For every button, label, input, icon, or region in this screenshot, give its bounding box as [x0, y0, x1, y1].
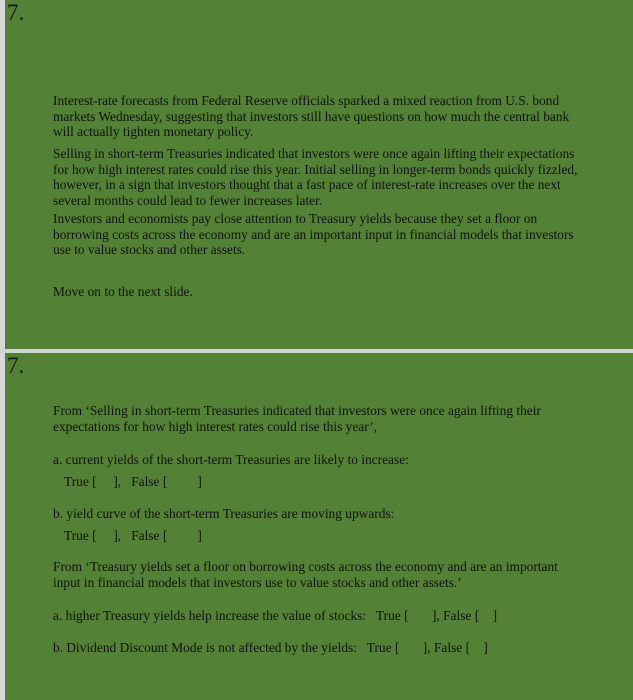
question-1a-options[interactable]: True [ ], False [ ] — [64, 474, 202, 489]
paragraph-short-term-selling: Selling in short-term Treasuries indicated that investors were once again lifting their expectations for how high interest rates could rise this year. Initial selling in longer-term bonds quickly fizzled, however, in a sign that investors thought that a fast pace of interest-rate increases over the next several months could lead to fewer increases later. — [53, 146, 578, 208]
question-1b: b. yield curve of the short-term Treasuries are moving upwards: — [53, 506, 395, 521]
next-slide-instruction: Move on to the next slide. — [53, 284, 193, 299]
paragraph-treasury-yields: Investors and economists pay close attention to Treasury yields because they set a floor on borrowing costs across the economy and are an important input in financial models that investors use to value stocks and other assets. — [53, 211, 574, 257]
question-1b-options[interactable]: True [ ], False [ ] — [64, 528, 202, 543]
slide-number: 7. — [7, 353, 25, 378]
question-2b[interactable]: b. Dividend Discount Mode is not affected by the yields: True [ ], False [ ] — [53, 640, 488, 655]
slide-2 — [5, 353, 633, 700]
slide-1 — [5, 0, 633, 350]
question-2a[interactable]: a. higher Treasury yields help increase the value of stocks: True [ ], False [ ] — [53, 608, 498, 623]
question-1a: a. current yields of the short-term Treasuries are likely to increase: — [53, 452, 409, 467]
question-intro-1: From ‘Selling in short-term Treasuries indicated that investors were once again lifting their expectations for how high interest rates could rise this year’, — [53, 403, 541, 434]
slide-number: 7. — [7, 0, 25, 25]
paragraph-fed-forecasts: Interest-rate forecasts from Federal Reserve officials sparked a mixed reaction from U.S. bond markets Wednesday, suggesting that investors still have questions on how much the central bank will actually tighten monetary policy. — [53, 93, 570, 139]
question-intro-2: From ‘Treasury yields set a floor on borrowing costs across the economy and are an important input in financial models that investors use to value stocks and other assets.’ — [53, 559, 558, 590]
